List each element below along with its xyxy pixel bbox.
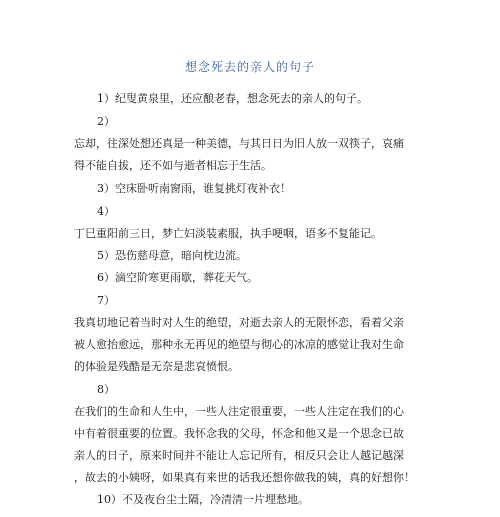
- sentence-8-text: 中有着很重要的位置。我怀念我的父母，怀念和他又是一个思念已故: [74, 427, 404, 440]
- sentence-1: 1）纪叟黄泉里，还应酿老春，想念死去的亲人的句子。: [97, 92, 368, 105]
- sentence-10: 10）不及夜台尘土隔，冷清清一片埋愁地。: [97, 493, 309, 506]
- sentence-5: 5）恐伤慈母意，暗向枕边流。: [97, 249, 247, 262]
- sentence-8-text: 在我们的生命和人生中，一些人注定很重要，一些人注定在我们的心: [74, 405, 404, 418]
- document-title: 想念死去的亲人的句子: [184, 60, 315, 74]
- sentence-7-text: 我真切地记着当时对人生的绝望，对逝去亲人的无限怀恋，看着父亲: [74, 316, 404, 329]
- sentence-7-text: 的体验是残酷是无奈是悲哀愤恨。: [74, 360, 239, 373]
- sentence-4-number: 4）: [97, 205, 115, 218]
- sentence-7-text: 被人愈抬愈远，那种永无再见的绝望与彻心的冰凉的感觉让我对生命: [74, 338, 404, 351]
- sentence-2-text: 忘却，往深处想还真是一种美德，与其日日为旧人放一双筷子，哀痛: [74, 137, 404, 150]
- sentence-8-text: ，故去的小姨呀，如果真有来世的话我还想你做我的姨，真的好想你！: [74, 471, 415, 484]
- sentence-8-text: 亲人的日子，原来时间并不能让人忘记所有，相反只会让人越记越深: [74, 449, 404, 462]
- sentence-8-number: 8）: [97, 383, 115, 396]
- sentence-3: 3）空床卧听南窗雨，谁复挑灯夜补衣！: [97, 182, 291, 195]
- sentence-7-number: 7）: [97, 294, 115, 307]
- sentence-2-number: 2）: [97, 115, 115, 128]
- sentence-4-text: 丁巳重阳前三日，梦亡妇淡装素服，执手哽咽，语多不复能记。: [74, 227, 382, 240]
- sentence-2-text: 得不能自拔，还不如与逝者相忘于生活。: [74, 159, 272, 172]
- sentence-6: 6）滴空阶寒更雨歇，葬花天气。: [97, 271, 258, 284]
